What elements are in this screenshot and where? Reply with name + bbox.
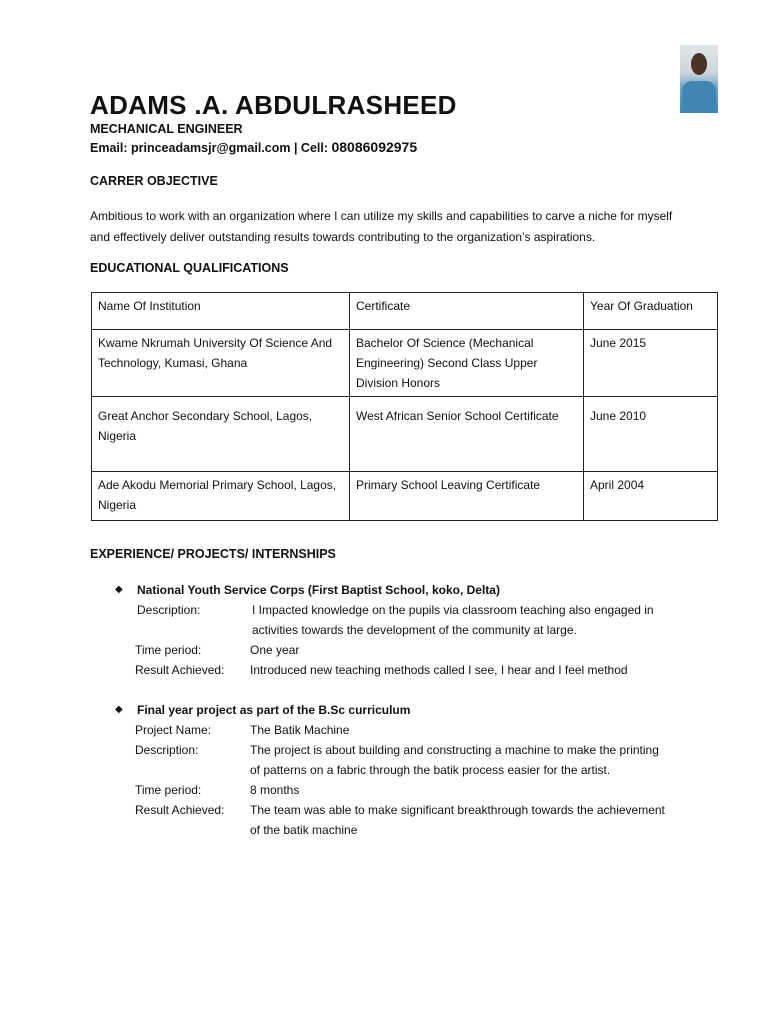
field-label: Project Name: xyxy=(135,723,212,737)
field-value: The team was able to make significant breakthrough towards the achievement of the batik machine xyxy=(250,803,665,837)
entry-title-row xyxy=(115,700,675,720)
field-value: I Impacted knowledge on the pupils via classroom teaching also engaged in activities towards the development of the community at large. xyxy=(252,603,654,637)
field-value: One year xyxy=(250,643,300,657)
email-address[interactable]: princeadamsjr@gmail.com xyxy=(131,141,291,155)
certificate-cell: Bachelor Of Science (Mechanical Engineering) Second Class Upper Division Honors xyxy=(350,330,584,397)
field-label: Description: xyxy=(137,603,201,617)
graduation-year-cell: June 2010 xyxy=(584,397,718,472)
job-title: MECHANICAL ENGINEER xyxy=(90,122,243,136)
experience-heading: EXPERIENCE/ PROJECTS/ INTERNSHIPS xyxy=(90,547,336,561)
graduation-year-cell: June 2015 xyxy=(584,330,718,397)
profile-photo xyxy=(680,45,718,113)
entry-field xyxy=(115,600,675,640)
field-value: The project is about building and constructing a machine to make the printing of patterns on a fabric through the batik process easier for the artist. xyxy=(250,743,659,777)
institution-cell: Kwame Nkrumah University Of Science And Technology, Kumasi, Ghana xyxy=(92,330,350,397)
contact-separator: | xyxy=(290,141,301,155)
certificate-cell: West African Senior School Certificate xyxy=(350,397,584,472)
certificate-cell: Primary School Leaving Certificate xyxy=(350,472,584,521)
table-row xyxy=(92,397,718,472)
experience-entry xyxy=(115,580,675,680)
bullet-icon: ◆ xyxy=(115,584,123,595)
institution-cell: Ade Akodu Memorial Primary School, Lagos, Nigeria xyxy=(92,472,350,521)
field-value: 8 months xyxy=(250,783,300,797)
photo-head-shape xyxy=(691,53,707,75)
objective-text: Ambitious to work with an organization where I can utilize my skills and capabilities to carve a niche for myself and effectively deliver outstanding results towards contributing to the organization’s aspirations. xyxy=(90,209,673,244)
entry-title-row xyxy=(115,580,675,600)
column-header: Name Of Institution xyxy=(92,293,350,330)
education-table xyxy=(91,292,718,521)
entry-field xyxy=(115,640,675,660)
entry-title: National Youth Service Corps (First Baptist School, koko, Delta) xyxy=(137,583,500,597)
column-header: Certificate xyxy=(350,293,584,330)
entry-title: Final year project as part of the B.Sc curriculum xyxy=(137,703,411,717)
entry-field xyxy=(115,780,675,800)
objective-heading: CARRER OBJECTIVE xyxy=(90,174,218,188)
column-header: Year Of Graduation xyxy=(584,293,718,330)
candidate-name: ADAMS .A. ABDULRASHEED xyxy=(90,90,457,120)
institution-cell: Great Anchor Secondary School, Lagos, Nigeria xyxy=(92,397,350,472)
field-label: Result Achieved: xyxy=(135,663,225,677)
field-label: Time period: xyxy=(135,643,202,657)
field-label: Description: xyxy=(135,743,199,757)
entry-field xyxy=(115,660,675,680)
graduation-year-cell: April 2004 xyxy=(584,472,718,521)
bullet-icon: ◆ xyxy=(115,704,123,715)
entry-field xyxy=(115,720,675,740)
field-label: Result Achieved: xyxy=(135,803,225,817)
email-label: Email: xyxy=(90,141,131,155)
experience-entry xyxy=(115,700,675,840)
field-value: Introduced new teaching methods called I see, I hear and I feel method xyxy=(250,663,628,677)
contact-line xyxy=(90,139,417,155)
table-row xyxy=(92,330,718,397)
cell-label: Cell: xyxy=(300,141,332,155)
cell-number: 08086092975 xyxy=(331,139,418,155)
field-label: Time period: xyxy=(135,783,202,797)
table-header-row xyxy=(92,293,718,330)
field-value: The Batik Machine xyxy=(250,723,350,737)
education-heading: EDUCATIONAL QUALIFICATIONS xyxy=(90,261,289,275)
entry-field xyxy=(115,740,675,780)
entry-field xyxy=(115,800,675,840)
table-row xyxy=(92,472,718,521)
photo-shirt-shape xyxy=(682,81,716,113)
